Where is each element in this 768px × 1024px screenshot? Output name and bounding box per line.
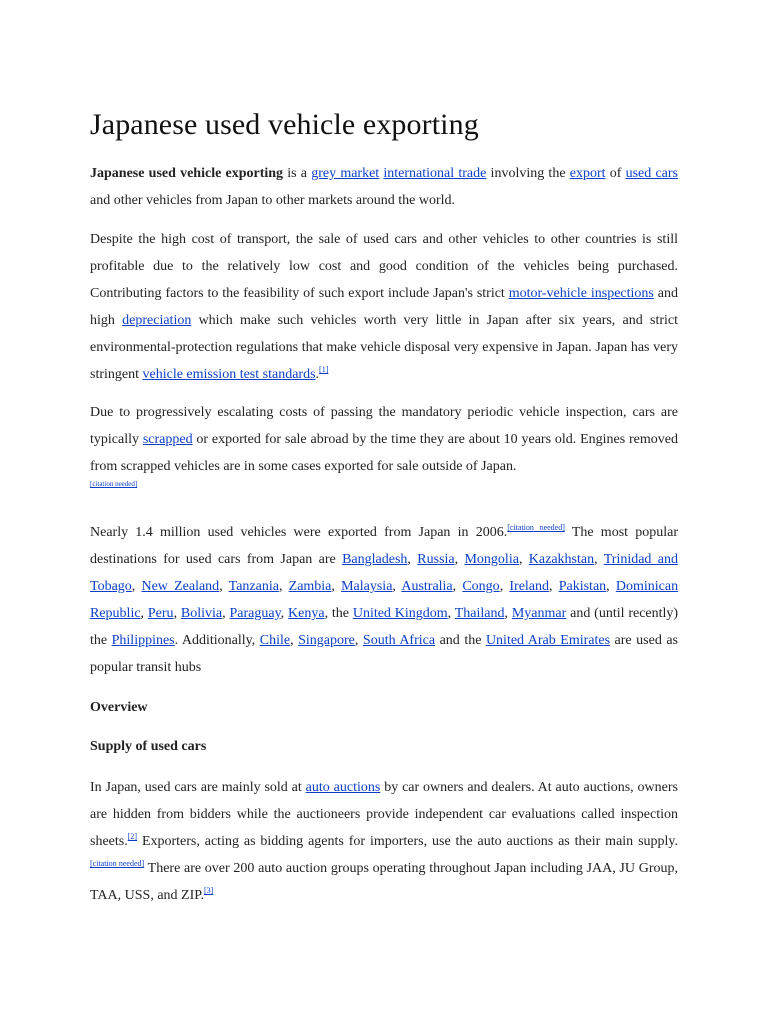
link-singapore[interactable]: Singapore (298, 633, 355, 648)
paragraph-auctions (90, 774, 678, 909)
link-united-arab-emirates[interactable]: United Arab Emirates (485, 633, 611, 648)
link-scrapped[interactable]: scrapped (142, 432, 193, 447)
link-chile[interactable]: Chile (259, 633, 291, 648)
link-thailand[interactable]: Thailand (454, 606, 505, 621)
link-myanmar[interactable]: Myanmar (511, 606, 567, 621)
link-country-paraguay[interactable]: Paraguay (229, 606, 281, 621)
text: The most popular destinations for used cars from Japan are (90, 525, 678, 567)
link-country-new-zealand[interactable]: New Zealand (141, 579, 220, 594)
link-export[interactable]: export (569, 166, 606, 181)
paragraph-transport (90, 226, 678, 388)
link-motor-vehicle-inspections[interactable]: motor-vehicle inspections (508, 286, 654, 301)
page-title: Japanese used vehicle exporting (90, 108, 479, 141)
link-country-congo[interactable]: Congo (462, 579, 500, 594)
text: is a (283, 166, 312, 181)
link-used-cars[interactable]: used cars (625, 166, 678, 181)
link-grey-market[interactable]: grey market (311, 166, 380, 181)
link-auto-auctions[interactable]: auto auctions (305, 780, 381, 795)
link-country-mongolia[interactable]: Mongolia (464, 552, 519, 567)
link-vehicle-emission-test-standards[interactable]: vehicle emission test standards (142, 367, 316, 382)
reference-3[interactable]: [3] (204, 886, 214, 895)
link-philippines[interactable]: Philippines (111, 633, 175, 648)
bold-term: Japanese used vehicle exporting (90, 166, 284, 181)
link-south-africa[interactable]: South Africa (362, 633, 436, 648)
link-country-pakistan[interactable]: Pakistan (558, 579, 607, 594)
link-country-dominican-republic[interactable]: Dominican Republic (90, 579, 679, 621)
link-country-australia[interactable]: Australia (401, 579, 453, 594)
link-country-trinidad-and-tobago[interactable]: Trinidad and Tobago (90, 552, 679, 594)
section-heading-overview: Overview (90, 700, 148, 715)
text: and high (90, 286, 679, 328)
citation-needed[interactable]: [citation needed] (507, 523, 565, 532)
link-country-tanzania[interactable]: Tanzania (228, 579, 279, 594)
link-country-zambia[interactable]: Zambia (288, 579, 332, 594)
link-country-russia[interactable]: Russia (417, 552, 455, 567)
link-international-trade[interactable]: international trade (383, 166, 487, 181)
text: , the (324, 606, 353, 621)
link-country-malaysia[interactable]: Malaysia (341, 579, 393, 594)
citation-needed[interactable]: [citation needed] (90, 859, 145, 868)
link-depreciation[interactable]: depreciation (122, 313, 192, 328)
text: involving the (486, 166, 570, 181)
text: and other vehicles from Japan to other markets around the world. (90, 193, 456, 208)
text: In Japan, used cars are mainly sold at (90, 780, 306, 795)
text: . Additionally, (174, 633, 260, 648)
text: . (315, 367, 320, 382)
citation-needed[interactable]: [citation needed] (90, 480, 138, 488)
country-link-list: Bangladesh, Russia, Mongolia, Kazakhstan, Trinidad and Tobago, New Zealand, Tanzania, Zambia, Malaysia, Australia, Congo, Ireland, Pakistan, Dominican Republic, Peru, Bolivia, Paraguay, Kenya (90, 552, 679, 621)
text: of (605, 166, 626, 181)
reference-2[interactable]: [2] (127, 832, 138, 841)
text: There are over 200 auto auction groups operating throughout Japan including JAA, JU Group, TAA, USS, and ZIP. (90, 861, 678, 903)
link-country-kazakhstan[interactable]: Kazakhstan (528, 552, 595, 567)
text: Despite the high cost of transport, the sale of used cars and other vehicles to other countries is still profitable due to the relatively low cost and good condition of the vehicles being purchased. Contributing factors to the feasibility of such export include Japan's strict (90, 232, 678, 301)
text: which make such vehicles worth very little in Japan after six years, and strict environmental-protection regulations that make vehicle disposal very expensive in Japan. Japan has very stringent (90, 313, 678, 382)
text: or exported for sale abroad by the time they are about 10 years old. Engines removed from scrapped vehicles are in some cases exported for sale outside of Japan. (90, 432, 678, 474)
text: and the (435, 633, 486, 648)
section-heading-supply: Supply of used cars (90, 739, 207, 754)
link-country-ireland[interactable]: Ireland (509, 579, 550, 594)
text: by car owners and dealers. At auto auctions, owners are hidden from bidders while the auctioneers provide independent car evaluations called inspection sheets. (90, 780, 678, 849)
text: Due to progressively escalating costs of passing the mandatory periodic vehicle inspection, cars are typically (90, 405, 678, 447)
paragraph-exports: Nearly 1.4 million used vehicles were exported from Japan in 2006.[citation needed] The most popular destinations for used cars from Japan are Bangladesh, Russia, Mongolia, Kazakhstan, Trinidad and Tobago, New Zealand, Tanzania, Zambia, Malaysia, Australia, Congo, Ireland, Pakistan, Dominican Republic, Peru, Bolivia, Paraguay, Kenya, the United Kingdom, Thailand, Myanmar and (until recently) the Philippines. Additionally, Chile, Singapore, South Africa and the United Arab Emirates are used as popular transit hubs (90, 523, 679, 675)
link-united-kingdom[interactable]: United Kingdom (352, 606, 448, 621)
link-country-bangladesh[interactable]: Bangladesh (342, 552, 408, 567)
text: and (until recently) the (90, 606, 679, 648)
link-country-kenya[interactable]: Kenya (288, 606, 325, 621)
text: Nearly 1.4 million used vehicles were exported from Japan in 2006. (90, 525, 508, 540)
paragraph-inspection (90, 399, 678, 507)
reference-1[interactable]: [1] (319, 365, 329, 374)
link-country-bolivia[interactable]: Bolivia (180, 606, 223, 621)
link-country-peru[interactable]: Peru (147, 606, 174, 621)
paragraph-intro (90, 160, 678, 214)
text: Exporters, acting as bidding agents for importers, use the auto auctions as their main supply. (137, 834, 678, 849)
text: are used as popular transit hubs (90, 633, 679, 675)
